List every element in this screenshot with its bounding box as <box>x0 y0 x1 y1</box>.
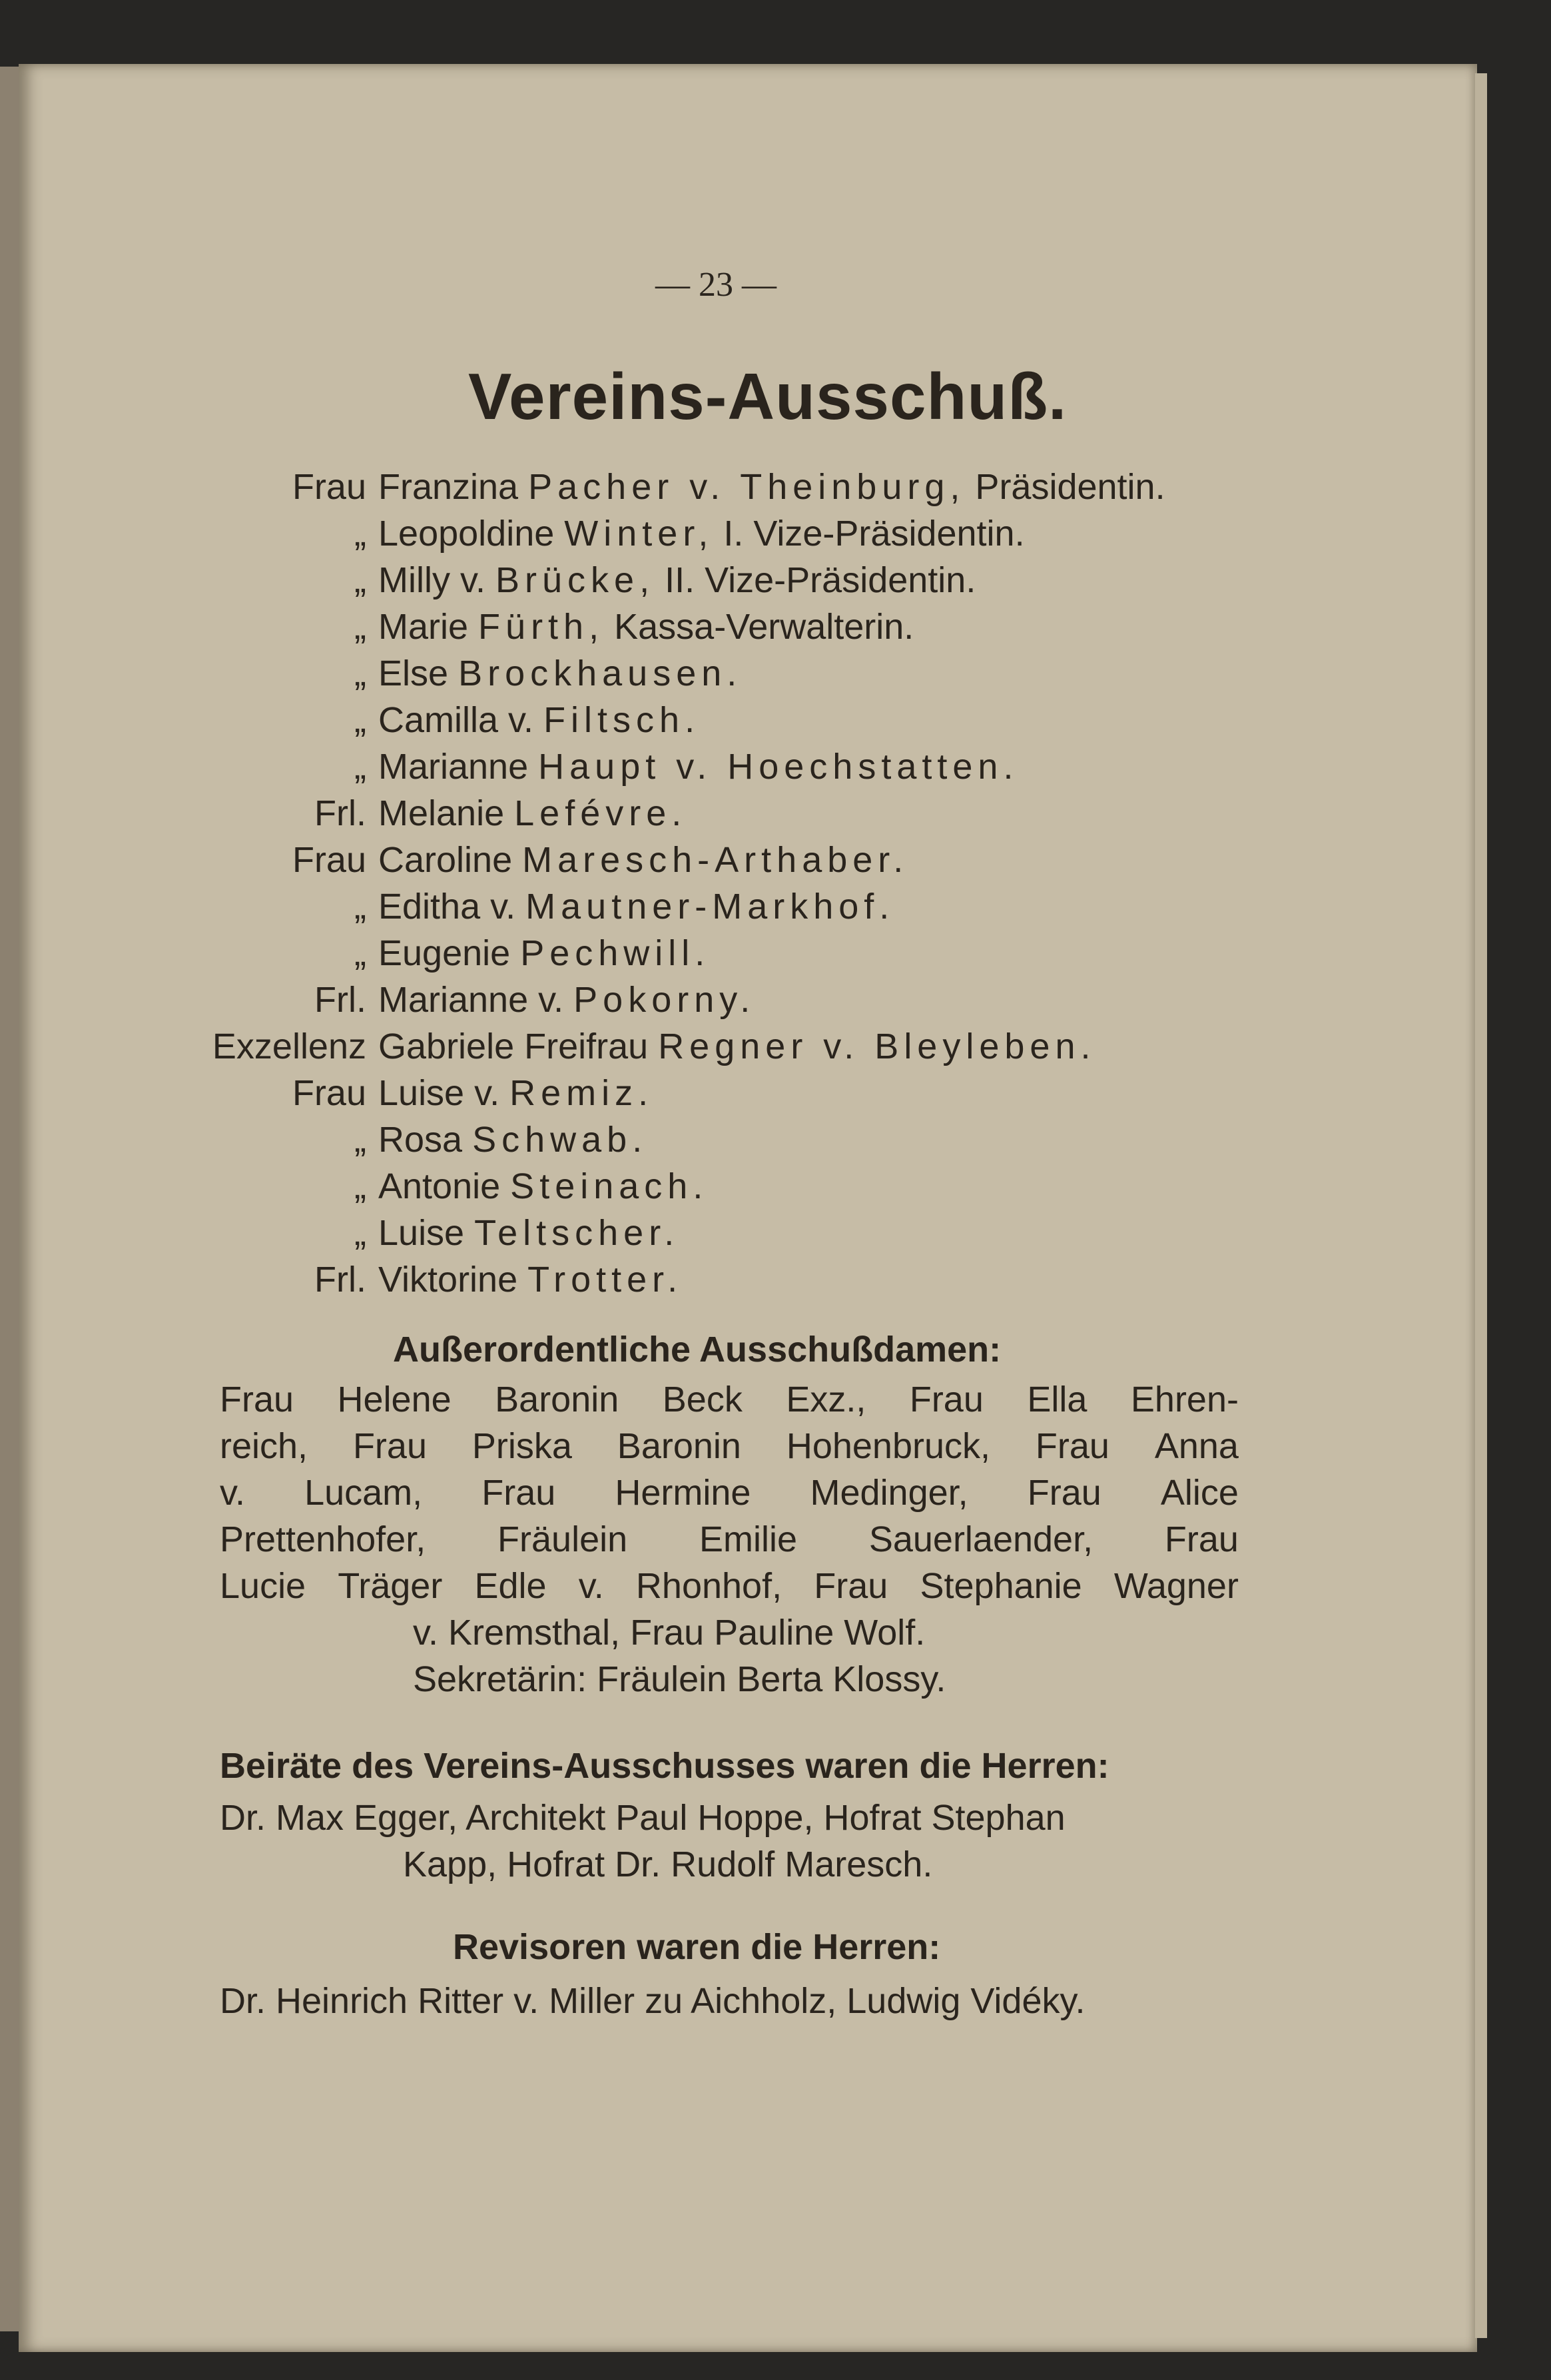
word: Lucam, <box>304 1473 423 1513</box>
member-surname: Brockhausen. <box>458 653 743 693</box>
member-given-name: Marianne v. <box>378 980 564 1020</box>
word: Exz., <box>786 1380 866 1419</box>
word: Stephanie <box>920 1566 1082 1606</box>
member-entry <box>378 466 1165 508</box>
member-entry <box>378 1166 708 1207</box>
member-given-name: Gabriele Freifrau <box>378 1026 649 1066</box>
word: v. <box>220 1473 245 1513</box>
member-surname: Maresch-Arthaber. <box>522 840 909 880</box>
member-entry <box>378 886 894 927</box>
word: Hohenbruck, <box>786 1426 991 1466</box>
auditors-line-1: Dr. Heinrich Ritter v. Miller zu Aichholz, Ludwig Vidéky. <box>220 1981 1086 2021</box>
member-prefix: „ <box>354 514 366 554</box>
word: Fräulein <box>497 1519 628 1559</box>
member-prefix: Frl. <box>314 980 366 1020</box>
member-entry <box>378 1212 679 1254</box>
member-prefix: Frau <box>292 1073 366 1113</box>
member-surname: Winter, <box>564 514 714 554</box>
member-entry <box>378 653 742 694</box>
member-surname: Schwab. <box>472 1120 648 1160</box>
word: Medinger, <box>810 1473 968 1513</box>
page-number: — 23 — <box>655 266 776 304</box>
member-prefix: „ <box>354 653 366 693</box>
member-prefix: Frl. <box>314 1260 366 1300</box>
member-role: Präsidentin. <box>975 467 1165 507</box>
extraordinary-line <box>220 1472 1239 1513</box>
member-entry <box>378 1259 683 1300</box>
extraordinary-line <box>220 1379 1239 1420</box>
member-surname: Mautner-Markhof. <box>525 887 895 927</box>
member-given-name: Eugenie <box>378 933 511 973</box>
extraordinary-line <box>220 1519 1239 1560</box>
member-given-name: Antonie <box>378 1166 501 1206</box>
member-surname: Haupt v. Hoechstatten. <box>538 747 1019 787</box>
member-surname: Filtsch. <box>543 700 701 740</box>
member-prefix: „ <box>354 933 366 973</box>
member-given-name: Editha v. <box>378 887 516 927</box>
word: Baronin <box>495 1380 619 1419</box>
word: Frau <box>1027 1473 1101 1513</box>
extraordinary-last-line: v. Kremsthal, Frau Pauline Wolf. <box>413 1613 926 1653</box>
word: Frau <box>1164 1519 1239 1559</box>
word: Wagner <box>1113 1566 1239 1606</box>
member-surname: Teltscher. <box>474 1213 680 1253</box>
advisors-line-1: Dr. Max Egger, Architekt Paul Hoppe, Hofrat Stephan <box>220 1798 1066 1838</box>
member-surname: Pechwill. <box>520 933 711 973</box>
member-entry <box>378 606 914 647</box>
member-prefix: Frau <box>292 467 366 507</box>
word: Priska <box>471 1426 572 1466</box>
member-entry <box>378 933 710 974</box>
member-given-name: Luise v. <box>378 1073 500 1113</box>
word: Prettenhofer, <box>220 1519 426 1559</box>
member-given-name: Viktorine <box>378 1260 518 1300</box>
member-surname: Trotter. <box>527 1260 683 1300</box>
word: Lucie <box>220 1566 306 1606</box>
member-given-name: Camilla v. <box>378 700 534 740</box>
member-given-name: Luise <box>378 1213 465 1253</box>
member-entry <box>378 746 1018 787</box>
extraordinary-heading: Außerordentliche Ausschußdamen: <box>393 1330 1002 1370</box>
member-role: Kassa-Verwalterin. <box>614 607 914 647</box>
member-prefix: „ <box>354 607 366 647</box>
word: Alice <box>1160 1473 1239 1513</box>
word: Frau <box>220 1380 294 1419</box>
member-prefix: „ <box>354 747 366 787</box>
word: Anna <box>1154 1426 1239 1466</box>
member-entry <box>378 1026 1095 1067</box>
page-title: Vereins-Ausschuß. <box>468 360 1068 433</box>
member-given-name: Caroline <box>378 840 513 880</box>
word: Rhonhof, <box>635 1566 782 1606</box>
word: Emilie <box>699 1519 797 1559</box>
member-prefix: „ <box>354 1120 366 1160</box>
member-prefix: „ <box>354 560 366 600</box>
page-right-edge <box>1475 73 1487 2338</box>
member-surname: Pacher v. Theinburg, <box>528 467 966 507</box>
advisors-line-2: Kapp, Hofrat Dr. Rudolf Maresch. <box>403 1844 933 1884</box>
member-role: I. Vize-Präsidentin. <box>723 514 1025 554</box>
word: Träger <box>338 1566 443 1606</box>
advisors-heading: Beiräte des Vereins-Ausschusses waren die Herren: <box>220 1746 1109 1786</box>
word: Beck <box>662 1380 743 1419</box>
member-given-name: Franzina <box>378 467 519 507</box>
member-given-name: Rosa <box>378 1120 463 1160</box>
member-prefix: „ <box>354 1166 366 1206</box>
member-given-name: Milly v. <box>378 560 485 600</box>
extraordinary-line <box>220 1425 1239 1467</box>
member-prefix: Exzellenz <box>212 1026 366 1066</box>
word: Hermine <box>615 1473 751 1513</box>
member-given-name: Marianne <box>378 747 529 787</box>
member-role: II. Vize-Präsidentin. <box>665 560 976 600</box>
member-entry <box>378 979 755 1020</box>
member-entry <box>378 1072 653 1114</box>
member-given-name: Marie <box>378 607 469 647</box>
word: Baronin <box>617 1426 741 1466</box>
member-surname: Brücke, <box>495 560 655 600</box>
member-surname: Lefévre. <box>514 793 687 833</box>
member-prefix: „ <box>354 700 366 740</box>
member-surname: Regner v. Bleyleben. <box>658 1026 1096 1066</box>
word: Edle <box>474 1566 547 1606</box>
member-given-name: Else <box>378 653 449 693</box>
word: v. <box>578 1566 604 1606</box>
word: Frau <box>352 1426 427 1466</box>
word: reich, <box>220 1426 308 1466</box>
word: Frau <box>814 1566 888 1606</box>
member-prefix: „ <box>354 887 366 927</box>
member-surname: Steinach. <box>510 1166 709 1206</box>
member-surname: Remiz. <box>509 1073 654 1113</box>
member-given-name: Melanie <box>378 793 505 833</box>
member-entry <box>378 839 908 881</box>
member-surname: Pokorny. <box>573 980 756 1020</box>
member-surname: Fürth, <box>478 607 605 647</box>
member-entry <box>378 513 1025 554</box>
extraordinary-line <box>220 1565 1239 1607</box>
word: Ella <box>1027 1380 1087 1419</box>
member-prefix: Frau <box>292 840 366 880</box>
member-entry <box>378 560 976 601</box>
member-entry <box>378 1119 647 1160</box>
auditors-heading: Revisoren waren die Herren: <box>453 1927 941 1967</box>
word: Frau <box>481 1473 556 1513</box>
member-given-name: Leopoldine <box>378 514 555 554</box>
secretary-line: Sekretärin: Fräulein Berta Klossy. <box>413 1659 946 1699</box>
word: Frau <box>909 1380 984 1419</box>
member-entry <box>378 793 687 834</box>
member-prefix: Frl. <box>314 793 366 833</box>
member-entry <box>378 699 700 741</box>
word: Sauerlaender, <box>868 1519 1093 1559</box>
word: Ehren- <box>1130 1380 1239 1419</box>
member-prefix: „ <box>354 1213 366 1253</box>
word: Helene <box>337 1380 452 1419</box>
word: Frau <box>1035 1426 1109 1466</box>
